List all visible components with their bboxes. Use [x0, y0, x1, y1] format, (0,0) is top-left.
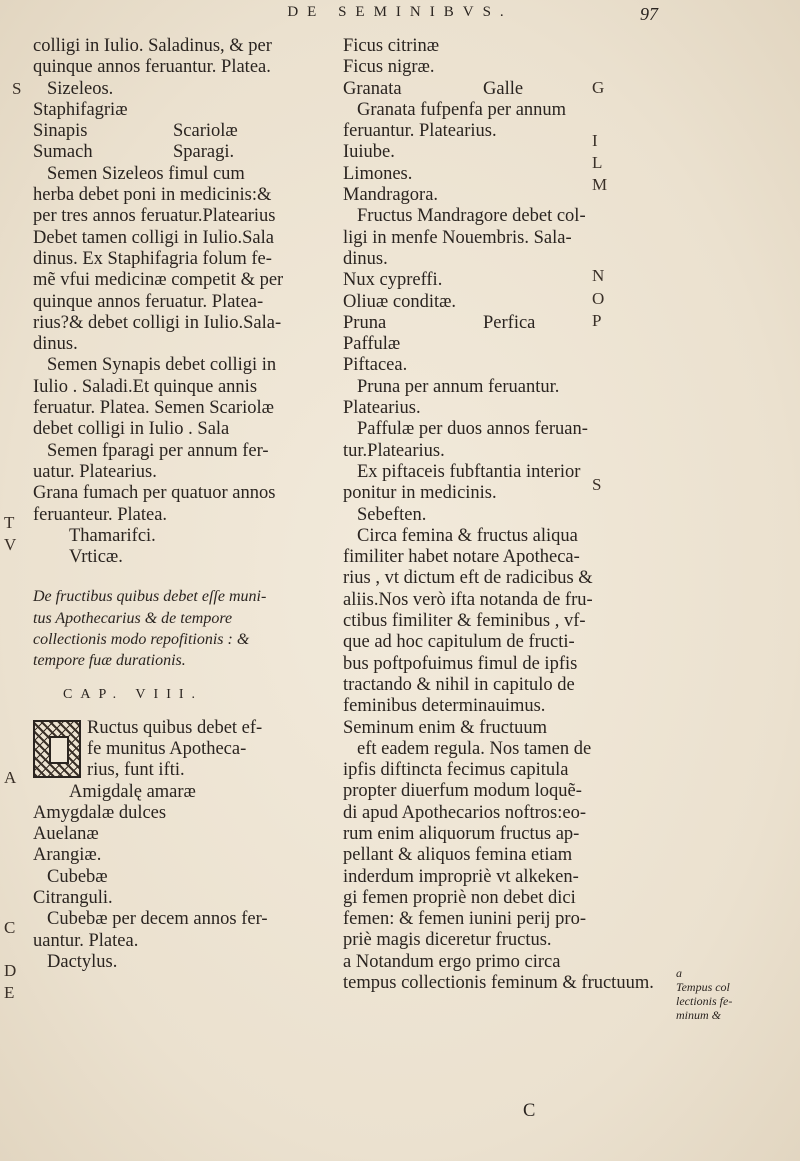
text-line: Paffulæ	[343, 334, 401, 355]
item: Perfica	[483, 312, 536, 333]
text-line: Amigdalę amaræ	[69, 781, 196, 802]
item: Scariolæ	[173, 121, 238, 142]
text-line: quinque annos feruatur. Platea-	[33, 291, 264, 312]
text-line	[343, 1016, 643, 1037]
note-line: a	[676, 966, 682, 980]
item: Granata	[343, 78, 402, 99]
text-line: Sebeften.	[357, 504, 427, 525]
text-line: ipfis diftincta fecimus capitula	[343, 760, 569, 781]
text-line: mẽ vfui medicinæ competit & per	[33, 270, 284, 291]
text-line: Auelanæ	[33, 824, 99, 845]
text-line: Circa femina & fructus aliqua	[357, 525, 578, 546]
margin-letter: P	[592, 311, 602, 330]
text-line	[343, 1058, 643, 1079]
text-line: Thamarifci.	[69, 525, 156, 546]
text-line	[343, 1080, 643, 1101]
text-line: quinque annos feruantur. Platea.	[33, 57, 271, 78]
text-line: di apud Apothecarios noftros:eo-	[343, 802, 587, 823]
text-line: dinus.	[343, 248, 388, 269]
text-line: Oliuæ conditæ.	[343, 291, 457, 312]
margin-letter: M	[592, 175, 608, 194]
text-line	[33, 121, 333, 142]
text-line: Ructus quibus debet ef-	[87, 717, 263, 738]
text-line	[33, 142, 333, 163]
text-line: Dactylus.	[47, 951, 118, 972]
text-line	[343, 994, 643, 1015]
margin-letter: T	[4, 513, 15, 532]
text-line: que ad hoc capitulum de fructi-	[343, 632, 575, 653]
margin-letter: V	[4, 535, 17, 554]
text-line: herba debet poni in medicinis:&	[33, 185, 272, 206]
text-line: aliis.Nos verò ifta notanda de fru-	[343, 589, 593, 610]
text-line: debet colligi in Iulio . Sala	[33, 419, 230, 440]
item: Sumach	[33, 142, 93, 163]
text-line: Cubebæ	[47, 866, 108, 887]
text-line: Iulio . Saladi.Et quinque annis	[33, 376, 258, 397]
text-line: colligi in Iulio. Saladinus, & per	[33, 36, 272, 56]
text-line: feruanteur. Platea.	[33, 504, 168, 525]
text-line: feruatur. Platea. Semen Scariolæ	[33, 398, 274, 419]
text-line: Seminum enim & fructuum	[343, 717, 547, 738]
text-line: tractando & nihil in capitulo de	[343, 674, 575, 695]
margin-letter: N	[592, 266, 605, 285]
note-line: Tempus col	[676, 980, 730, 994]
text-line: Arangiæ.	[33, 845, 102, 866]
text-line: uantur. Platea.	[33, 930, 139, 951]
text-line: Debet tamen colligi in Iulio.Sala	[33, 227, 274, 248]
text-line: ctibus fimiliter & feminibus , vf-	[343, 611, 586, 632]
item: Sparagi.	[173, 142, 235, 163]
text-line: Nux cypreffi.	[343, 270, 443, 291]
text-line: Iuiube.	[343, 142, 395, 163]
text-line: Staphifagriæ	[33, 99, 128, 120]
text-line: Limones.	[343, 163, 413, 184]
text-line: tempus collectionis feminum & fructuum.	[343, 973, 654, 994]
text-line	[343, 1037, 643, 1058]
note-line: minum &	[676, 1008, 721, 1022]
text-line: rius?& debet colligi in Iulio.Sala-	[33, 312, 282, 333]
text-line: feminibus determinauimus.	[343, 696, 546, 717]
text-line: propter diuerfum modum loquẽ-	[343, 781, 582, 802]
margin-letter: D	[4, 961, 17, 980]
text-line: Platearius.	[343, 398, 421, 419]
text-line: Semen Synapis debet colligi in	[47, 355, 277, 376]
text-line: dinus.	[33, 334, 78, 355]
text-line: priè magis diceretur fructus.	[343, 930, 552, 951]
text-line: Grana fumach per quatuor annos	[33, 483, 276, 504]
section-heading: tempore fuæ durationis.	[33, 652, 186, 670]
margin-letter: S	[592, 475, 602, 494]
section-heading: tus Apothecarius & de tempore	[33, 609, 233, 627]
margin-letter: G	[592, 78, 605, 97]
margin-note	[676, 966, 766, 1022]
text-line: Amygdalæ dulces	[33, 802, 167, 823]
text-line: fe munitus Apotheca-	[87, 738, 247, 759]
text-line: pellant & aliquos femina etiam	[343, 845, 573, 866]
margin-letter: S	[12, 79, 22, 98]
page-number: 97	[640, 4, 658, 24]
item: Pruna	[343, 312, 387, 333]
text-line: rius, funt ifti.	[87, 760, 185, 781]
text-line: ponitur in medicinis.	[343, 483, 497, 504]
margin-letter: O	[592, 289, 605, 308]
text-line: inderdum impropriè vt alkeken-	[343, 866, 579, 887]
decorated-initial-icon	[33, 720, 81, 778]
text-line: Citranguli.	[33, 887, 113, 908]
right-column	[343, 36, 654, 1122]
text-line: Ficus citrinæ	[343, 36, 440, 56]
margin-letter: A	[4, 768, 17, 787]
item: Sinapis	[33, 121, 88, 142]
margin-letter: I	[592, 131, 598, 150]
text-line: Paffulæ per duos annos feruan-	[357, 419, 588, 440]
left-column	[33, 36, 333, 973]
text-line: Pruna per annum feruantur.	[357, 376, 560, 397]
margin-letter: L	[592, 153, 603, 172]
text-line: ligi in menfe Nouembris. Sala-	[343, 227, 572, 248]
text-line: feruantur. Platearius.	[343, 121, 497, 142]
text-line: gi femen propriè non debet dici	[343, 887, 576, 908]
text-line: rius , vt dictum eft de radicibus &	[343, 568, 593, 589]
text-line: dinus. Ex Staphifagria folum fe-	[33, 248, 272, 269]
text-line: Ex piftaceis fubftantia interior	[357, 461, 581, 482]
note-line: lectionis fe-	[676, 994, 733, 1008]
text-line: Semen fparagi per annum fer-	[47, 440, 269, 461]
text-line: fimiliter habet notare Apotheca-	[343, 547, 580, 568]
text-line: Granata fufpenfa per annum	[357, 99, 567, 120]
text-line: Sizeleos.	[47, 78, 114, 99]
text-line: Cubebæ per decem annos fer-	[47, 909, 268, 930]
margin-letter: E	[4, 983, 15, 1002]
text-line: Piftacea.	[343, 355, 408, 376]
text-line: a Notandum ergo primo circa	[343, 951, 561, 972]
item: Galle	[483, 78, 524, 99]
chapter-heading: CAP. VIII.	[63, 686, 204, 702]
text-line: tur.Platearius.	[343, 440, 445, 461]
section-heading: collectionis modo repofitionis : &	[33, 631, 250, 649]
running-head: DE SEMINIBVS.	[287, 4, 513, 20]
chapter-opening	[33, 718, 333, 782]
text-line: Mandragora.	[343, 185, 439, 206]
catchword: C	[523, 1100, 536, 1121]
margin-letter: C	[4, 918, 16, 937]
text-line: Fructus Mandragore debet col-	[357, 206, 586, 227]
text-line: Ficus nigræ.	[343, 57, 435, 78]
text-line: eft eadem regula. Nos tamen de	[357, 738, 592, 759]
text-line: uatur. Platearius.	[33, 461, 157, 482]
section-heading: De fructibus quibus debet eſſe muni-	[33, 588, 267, 606]
text-line: rum enim aliquorum fructus ap-	[343, 823, 580, 844]
text-line: Vrticæ.	[69, 547, 123, 568]
text-line: femen: & femen iunini perij pro-	[343, 909, 586, 930]
text-line: per tres annos feruatur.Platearius	[33, 206, 276, 227]
text-line: Semen Sizeleos fimul cum	[47, 163, 245, 184]
text-line: bus poftpofuimus fimul de ipfis	[343, 653, 578, 674]
